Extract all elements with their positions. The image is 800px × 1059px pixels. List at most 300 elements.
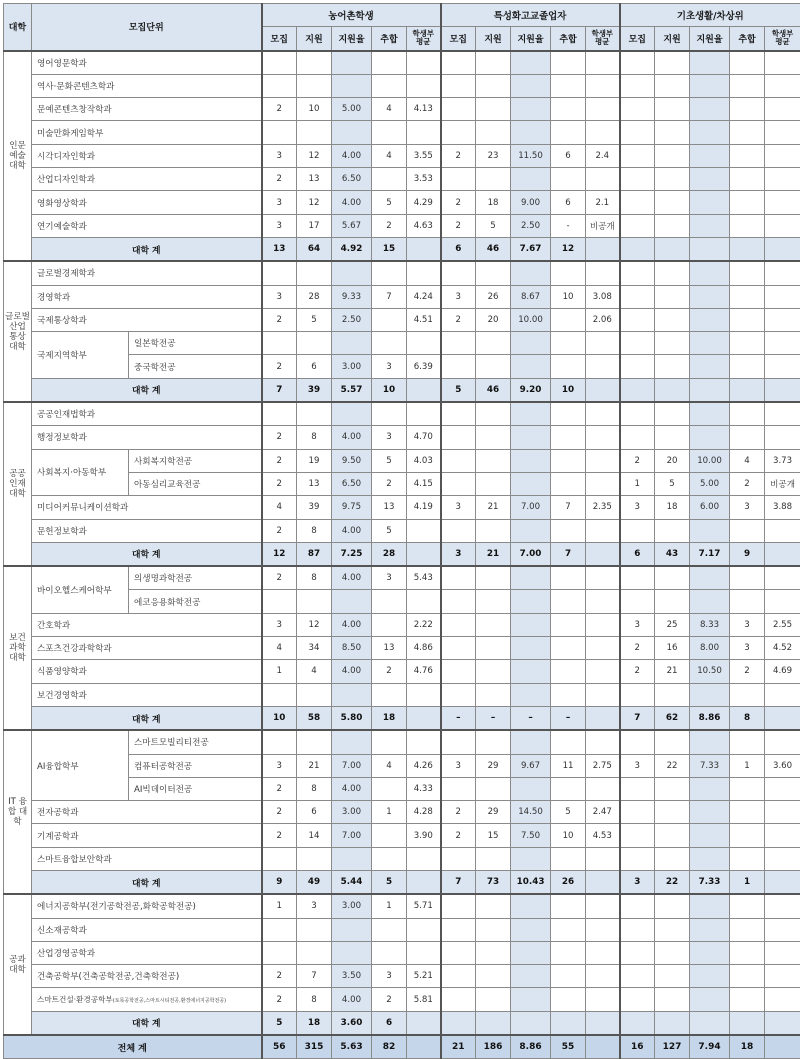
subtotal-label: 대학 계 xyxy=(32,870,262,894)
cell-vocational-ratio xyxy=(511,449,551,472)
cell-vocational-additional: 5 xyxy=(551,801,586,824)
cell-rural-gpa: 4.03 xyxy=(407,449,441,472)
cell-rural-recruit: 2 xyxy=(262,566,297,590)
cell-low-income-ratio xyxy=(690,683,730,706)
cell-rural-gpa: 2.22 xyxy=(407,613,441,636)
cell-vocational-gpa: 2.47 xyxy=(586,801,620,824)
cell-low-income-gpa: 비공개 xyxy=(765,472,800,495)
cell-low-income-ratio xyxy=(690,519,730,542)
cell-rural-gpa: 4.63 xyxy=(407,214,441,237)
cell-vocational-applicants xyxy=(476,637,511,660)
cell-vocational-gpa xyxy=(586,660,620,683)
cell-rural-recruit: 2 xyxy=(262,308,297,331)
cell-vocational-applicants xyxy=(476,121,511,144)
cell-low-income-gpa xyxy=(765,51,800,75)
cell-vocational-gpa xyxy=(586,519,620,542)
cell-vocational-ratio xyxy=(511,777,551,800)
cell-vocational-ratio xyxy=(511,965,551,988)
cell-low-income-gpa xyxy=(765,237,800,261)
cell-low-income-applicants xyxy=(655,1011,690,1035)
cell-vocational-recruit: 21 xyxy=(441,1035,476,1059)
cell-vocational-applicants xyxy=(476,918,511,941)
cell-rural-applicants: 17 xyxy=(297,214,332,237)
cell-low-income-additional xyxy=(730,191,765,214)
cell-rural-gpa xyxy=(407,730,441,754)
cell-vocational-ratio: 9.00 xyxy=(511,191,551,214)
subtotal-row xyxy=(4,237,800,261)
cell-vocational-ratio xyxy=(511,590,551,613)
college-name: 글로벌 산업 통상 대학 xyxy=(4,261,32,402)
unit-name: AI융합학부 xyxy=(32,730,129,800)
header-col-vocational-recruit xyxy=(441,27,476,51)
cell-low-income-gpa xyxy=(765,214,800,237)
cell-vocational-recruit: 2 xyxy=(441,214,476,237)
cell-rural-gpa xyxy=(407,590,441,613)
major-name: 스마트모빌리티전공 xyxy=(129,730,262,754)
cell-vocational-gpa xyxy=(586,98,620,121)
cell-rural-applicants: 3 xyxy=(297,894,332,918)
cell-rural-gpa: 4.26 xyxy=(407,754,441,777)
cell-rural-additional xyxy=(372,51,407,75)
cell-vocational-gpa xyxy=(586,730,620,754)
cell-vocational-additional xyxy=(551,402,586,426)
header-col-low-income-gpa xyxy=(765,27,800,51)
cell-low-income-applicants xyxy=(655,168,690,191)
cell-vocational-applicants xyxy=(476,98,511,121)
cell-low-income-recruit xyxy=(620,332,655,355)
cell-low-income-ratio xyxy=(690,51,730,75)
cell-rural-applicants: 58 xyxy=(297,706,332,730)
cell-low-income-additional xyxy=(730,402,765,426)
cell-vocational-gpa xyxy=(586,74,620,97)
cell-vocational-applicants: 29 xyxy=(476,801,511,824)
cell-vocational-additional: 7 xyxy=(551,496,586,519)
cell-low-income-applicants: 25 xyxy=(655,613,690,636)
cell-vocational-additional xyxy=(551,894,586,918)
table-row xyxy=(4,801,800,824)
cell-low-income-applicants: 20 xyxy=(655,449,690,472)
cell-rural-gpa xyxy=(407,121,441,144)
cell-low-income-additional xyxy=(730,168,765,191)
cell-low-income-additional xyxy=(730,121,765,144)
cell-rural-applicants xyxy=(297,51,332,75)
cell-rural-additional: 3 xyxy=(372,426,407,449)
header-col-low-income-ratio xyxy=(690,27,730,51)
cell-rural-recruit: 2 xyxy=(262,519,297,542)
unit-name: 에너지공학부(전기공학전공,화학공학전공) xyxy=(32,894,262,918)
cell-rural-applicants: 12 xyxy=(297,144,332,167)
cell-rural-additional xyxy=(372,168,407,191)
cell-low-income-ratio xyxy=(690,378,730,402)
cell-low-income-recruit xyxy=(620,590,655,613)
cell-rural-gpa: 5.81 xyxy=(407,988,441,1011)
cell-vocational-recruit: 2 xyxy=(441,308,476,331)
table-row xyxy=(4,121,800,144)
cell-vocational-ratio: 8.67 xyxy=(511,285,551,308)
grand-total-row xyxy=(4,1035,800,1059)
cell-vocational-applicants: 5 xyxy=(476,214,511,237)
cell-low-income-recruit xyxy=(620,285,655,308)
cell-rural-recruit: 2 xyxy=(262,777,297,800)
cell-rural-recruit: 3 xyxy=(262,191,297,214)
cell-low-income-ratio: 8.00 xyxy=(690,637,730,660)
cell-low-income-gpa xyxy=(765,402,800,426)
cell-vocational-gpa xyxy=(586,121,620,144)
cell-vocational-applicants: 18 xyxy=(476,191,511,214)
college-name: 인문 예술 대학 xyxy=(4,51,32,262)
cell-rural-applicants xyxy=(297,683,332,706)
table-row xyxy=(4,308,800,331)
table-row xyxy=(4,660,800,683)
cell-rural-additional xyxy=(372,730,407,754)
cell-low-income-gpa xyxy=(765,941,800,964)
cell-rural-additional xyxy=(372,777,407,800)
header-col-label: 지원 xyxy=(663,35,680,45)
table-row xyxy=(4,402,800,426)
cell-rural-recruit: 2 xyxy=(262,449,297,472)
cell-low-income-additional xyxy=(730,285,765,308)
cell-low-income-recruit xyxy=(620,941,655,964)
cell-rural-recruit xyxy=(262,121,297,144)
cell-rural-gpa xyxy=(407,74,441,97)
cell-rural-ratio: 3.60 xyxy=(332,1011,372,1035)
unit-name: 국제지역학부 xyxy=(32,332,129,379)
cell-rural-additional: 5 xyxy=(372,870,407,894)
cell-rural-additional: 5 xyxy=(372,449,407,472)
major-name: 의생명과학전공 xyxy=(129,566,262,590)
cell-vocational-additional: 26 xyxy=(551,870,586,894)
cell-low-income-gpa xyxy=(765,191,800,214)
cell-rural-recruit: 1 xyxy=(262,660,297,683)
cell-vocational-ratio xyxy=(511,121,551,144)
cell-rural-applicants xyxy=(297,590,332,613)
cell-low-income-ratio xyxy=(690,355,730,378)
cell-low-income-ratio xyxy=(690,1011,730,1035)
header-col-vocational-applicants xyxy=(476,27,511,51)
cell-vocational-recruit xyxy=(441,988,476,1011)
cell-low-income-ratio xyxy=(690,98,730,121)
cell-vocational-additional: 10 xyxy=(551,824,586,847)
cell-vocational-gpa xyxy=(586,542,620,566)
cell-low-income-applicants xyxy=(655,519,690,542)
header-col-rural-additional xyxy=(372,27,407,51)
unit-name: 미디어커뮤니케이션학과 xyxy=(32,496,262,519)
cell-rural-applicants: 49 xyxy=(297,870,332,894)
admission-results-table xyxy=(3,3,800,1059)
cell-low-income-ratio: 7.33 xyxy=(690,754,730,777)
cell-vocational-recruit xyxy=(441,965,476,988)
cell-rural-ratio: 4.00 xyxy=(332,519,372,542)
cell-low-income-ratio xyxy=(690,168,730,191)
cell-rural-gpa xyxy=(407,683,441,706)
cell-vocational-gpa xyxy=(586,378,620,402)
cell-rural-ratio: 5.63 xyxy=(332,1035,372,1059)
header-col-low-income-additional xyxy=(730,27,765,51)
cell-vocational-recruit xyxy=(441,637,476,660)
cell-low-income-gpa xyxy=(765,74,800,97)
cell-rural-recruit: 2 xyxy=(262,988,297,1011)
cell-rural-gpa: 3.53 xyxy=(407,168,441,191)
cell-rural-ratio xyxy=(332,51,372,75)
cell-rural-additional: 6 xyxy=(372,1011,407,1035)
cell-rural-recruit: 13 xyxy=(262,237,297,261)
cell-low-income-recruit xyxy=(620,355,655,378)
cell-rural-ratio: 9.50 xyxy=(332,449,372,472)
cell-vocational-gpa xyxy=(586,637,620,660)
major-name: 아동심리교육전공 xyxy=(129,472,262,495)
cell-low-income-gpa xyxy=(765,285,800,308)
cell-low-income-applicants xyxy=(655,988,690,1011)
table-row xyxy=(4,637,800,660)
cell-low-income-applicants xyxy=(655,777,690,800)
cell-low-income-applicants xyxy=(655,590,690,613)
cell-rural-gpa xyxy=(407,847,441,870)
cell-vocational-applicants: 21 xyxy=(476,496,511,519)
cell-rural-gpa xyxy=(407,1011,441,1035)
table-row xyxy=(4,965,800,988)
cell-low-income-additional: 1 xyxy=(730,754,765,777)
cell-rural-recruit xyxy=(262,918,297,941)
unit-name: 산업경영공학과 xyxy=(32,941,262,964)
cell-vocational-additional xyxy=(551,965,586,988)
cell-rural-additional xyxy=(372,824,407,847)
cell-vocational-recruit xyxy=(441,1011,476,1035)
cell-rural-gpa xyxy=(407,237,441,261)
cell-rural-additional: 2 xyxy=(372,988,407,1011)
subtotal-row xyxy=(4,706,800,730)
cell-vocational-additional: 10 xyxy=(551,378,586,402)
cell-rural-gpa xyxy=(407,918,441,941)
cell-low-income-additional xyxy=(730,214,765,237)
cell-low-income-recruit xyxy=(620,777,655,800)
cell-rural-gpa: 4.28 xyxy=(407,801,441,824)
cell-vocational-additional xyxy=(551,261,586,285)
header-col-label: 추합 xyxy=(738,35,755,45)
cell-vocational-ratio xyxy=(511,355,551,378)
cell-vocational-applicants xyxy=(476,683,511,706)
cell-vocational-gpa xyxy=(586,332,620,355)
cell-low-income-recruit xyxy=(620,918,655,941)
cell-low-income-ratio: 10.00 xyxy=(690,449,730,472)
cell-low-income-additional xyxy=(730,261,765,285)
cell-low-income-applicants: 16 xyxy=(655,637,690,660)
header-col-vocational-ratio xyxy=(511,27,551,51)
major-name: 사회복지학전공 xyxy=(129,449,262,472)
cell-low-income-gpa xyxy=(765,542,800,566)
cell-rural-additional: 3 xyxy=(372,355,407,378)
cell-low-income-ratio xyxy=(690,847,730,870)
cell-low-income-additional xyxy=(730,918,765,941)
cell-rural-applicants: 12 xyxy=(297,191,332,214)
cell-low-income-gpa xyxy=(765,168,800,191)
unit-name: 바이오헬스케어학부 xyxy=(32,566,129,613)
cell-low-income-recruit: 2 xyxy=(620,449,655,472)
cell-vocational-ratio xyxy=(511,613,551,636)
cell-rural-ratio: 4.00 xyxy=(332,426,372,449)
subtotal-label: 대학 계 xyxy=(32,378,262,402)
cell-rural-recruit: 7 xyxy=(262,378,297,402)
cell-rural-applicants: 8 xyxy=(297,988,332,1011)
subtotal-row xyxy=(4,1011,800,1035)
cell-low-income-gpa xyxy=(765,847,800,870)
cell-rural-gpa: 3.55 xyxy=(407,144,441,167)
cell-rural-gpa xyxy=(407,332,441,355)
table-row xyxy=(4,285,800,308)
cell-low-income-applicants: 127 xyxy=(655,1035,690,1059)
cell-rural-recruit xyxy=(262,941,297,964)
cell-rural-ratio: 5.67 xyxy=(332,214,372,237)
unit-name: 건축공학부(건축공학전공,건축학전공) xyxy=(32,965,262,988)
cell-low-income-gpa xyxy=(765,918,800,941)
cell-vocational-recruit xyxy=(441,402,476,426)
cell-vocational-recruit xyxy=(441,519,476,542)
cell-low-income-gpa xyxy=(765,801,800,824)
cell-rural-recruit xyxy=(262,730,297,754)
cell-low-income-additional xyxy=(730,683,765,706)
cell-rural-additional: 18 xyxy=(372,706,407,730)
cell-rural-gpa: 4.15 xyxy=(407,472,441,495)
cell-vocational-gpa xyxy=(586,1035,620,1059)
cell-rural-additional: 3 xyxy=(372,965,407,988)
cell-vocational-gpa xyxy=(586,988,620,1011)
cell-vocational-ratio: 7.50 xyxy=(511,824,551,847)
cell-rural-ratio: 4.00 xyxy=(332,777,372,800)
cell-low-income-applicants: 18 xyxy=(655,496,690,519)
cell-low-income-applicants xyxy=(655,801,690,824)
cell-low-income-ratio: 7.33 xyxy=(690,870,730,894)
college-name: IT 융합 대학 xyxy=(4,730,32,894)
cell-vocational-additional xyxy=(551,637,586,660)
cell-rural-recruit: 10 xyxy=(262,706,297,730)
cell-rural-recruit xyxy=(262,683,297,706)
table-row xyxy=(4,824,800,847)
cell-rural-gpa: 4.86 xyxy=(407,637,441,660)
header-col-rural-gpa xyxy=(407,27,441,51)
cell-rural-additional: 1 xyxy=(372,894,407,918)
cell-vocational-applicants xyxy=(476,660,511,683)
header-col-label: 학생부 평균 xyxy=(592,29,613,46)
cell-rural-additional xyxy=(372,918,407,941)
cell-vocational-applicants xyxy=(476,988,511,1011)
cell-vocational-recruit xyxy=(441,168,476,191)
table-row xyxy=(4,730,800,754)
cell-low-income-gpa xyxy=(765,590,800,613)
table-row xyxy=(4,144,800,167)
cell-vocational-additional xyxy=(551,590,586,613)
cell-rural-ratio xyxy=(332,730,372,754)
cell-rural-ratio: 4.00 xyxy=(332,613,372,636)
cell-rural-gpa: 5.43 xyxy=(407,566,441,590)
cell-vocational-recruit xyxy=(441,847,476,870)
unit-name: 산업디자인학과 xyxy=(32,168,262,191)
cell-low-income-applicants xyxy=(655,332,690,355)
cell-low-income-gpa xyxy=(765,870,800,894)
cell-rural-ratio: 5.80 xyxy=(332,706,372,730)
cell-rural-applicants xyxy=(297,847,332,870)
cell-rural-gpa xyxy=(407,542,441,566)
cell-vocational-applicants xyxy=(476,941,511,964)
cell-vocational-ratio: 7.67 xyxy=(511,237,551,261)
cell-rural-applicants: 4 xyxy=(297,660,332,683)
cell-vocational-ratio xyxy=(511,472,551,495)
unit-name: 기계공학과 xyxy=(32,824,262,847)
cell-low-income-ratio xyxy=(690,237,730,261)
cell-rural-applicants: 12 xyxy=(297,613,332,636)
cell-vocational-ratio: 9.20 xyxy=(511,378,551,402)
cell-vocational-gpa xyxy=(586,894,620,918)
cell-low-income-recruit xyxy=(620,730,655,754)
cell-vocational-gpa: 2.4 xyxy=(586,144,620,167)
cell-low-income-applicants xyxy=(655,402,690,426)
header-col-rural-ratio xyxy=(332,27,372,51)
cell-vocational-ratio xyxy=(511,332,551,355)
cell-vocational-ratio xyxy=(511,1011,551,1035)
cell-rural-applicants: 13 xyxy=(297,472,332,495)
cell-rural-recruit: 2 xyxy=(262,801,297,824)
cell-rural-ratio: 3.00 xyxy=(332,801,372,824)
cell-low-income-gpa: 3.60 xyxy=(765,754,800,777)
cell-vocational-gpa: 4.53 xyxy=(586,824,620,847)
table-row xyxy=(4,941,800,964)
cell-vocational-additional xyxy=(551,988,586,1011)
cell-low-income-gpa xyxy=(765,121,800,144)
cell-low-income-applicants xyxy=(655,426,690,449)
cell-vocational-additional xyxy=(551,98,586,121)
cell-vocational-recruit: 2 xyxy=(441,824,476,847)
cell-low-income-additional xyxy=(730,730,765,754)
cell-vocational-recruit xyxy=(441,566,476,590)
cell-vocational-gpa xyxy=(586,355,620,378)
cell-low-income-gpa xyxy=(765,261,800,285)
cell-low-income-applicants xyxy=(655,98,690,121)
header-group-low-income: 기초생활/차상위 xyxy=(620,4,800,27)
cell-low-income-recruit xyxy=(620,74,655,97)
cell-low-income-applicants: 43 xyxy=(655,542,690,566)
cell-rural-recruit xyxy=(262,74,297,97)
cell-low-income-gpa xyxy=(765,683,800,706)
cell-vocational-recruit: 3 xyxy=(441,285,476,308)
unit-name: 역사·문화콘텐츠학과 xyxy=(32,74,262,97)
cell-rural-applicants xyxy=(297,941,332,964)
cell-rural-ratio: 3.00 xyxy=(332,355,372,378)
cell-low-income-ratio xyxy=(690,824,730,847)
cell-rural-applicants: 34 xyxy=(297,637,332,660)
cell-vocational-gpa xyxy=(586,168,620,191)
cell-vocational-applicants xyxy=(476,613,511,636)
cell-low-income-applicants xyxy=(655,308,690,331)
cell-vocational-applicants xyxy=(476,74,511,97)
cell-low-income-additional xyxy=(730,1011,765,1035)
cell-vocational-ratio: 9.67 xyxy=(511,754,551,777)
cell-rural-recruit: 3 xyxy=(262,144,297,167)
cell-rural-gpa: 4.19 xyxy=(407,496,441,519)
cell-low-income-applicants xyxy=(655,285,690,308)
cell-vocational-ratio xyxy=(511,660,551,683)
cell-rural-applicants: 7 xyxy=(297,965,332,988)
cell-vocational-recruit xyxy=(441,730,476,754)
unit-name: 공공인재법학과 xyxy=(32,402,262,426)
cell-vocational-gpa xyxy=(586,941,620,964)
cell-vocational-recruit xyxy=(441,98,476,121)
subtotal-label: 대학 계 xyxy=(32,1011,262,1035)
cell-low-income-ratio xyxy=(690,285,730,308)
cell-rural-additional xyxy=(372,683,407,706)
cell-vocational-recruit xyxy=(441,590,476,613)
cell-vocational-additional xyxy=(551,308,586,331)
cell-low-income-additional xyxy=(730,824,765,847)
cell-low-income-additional: 2 xyxy=(730,472,765,495)
cell-rural-applicants: 8 xyxy=(297,519,332,542)
